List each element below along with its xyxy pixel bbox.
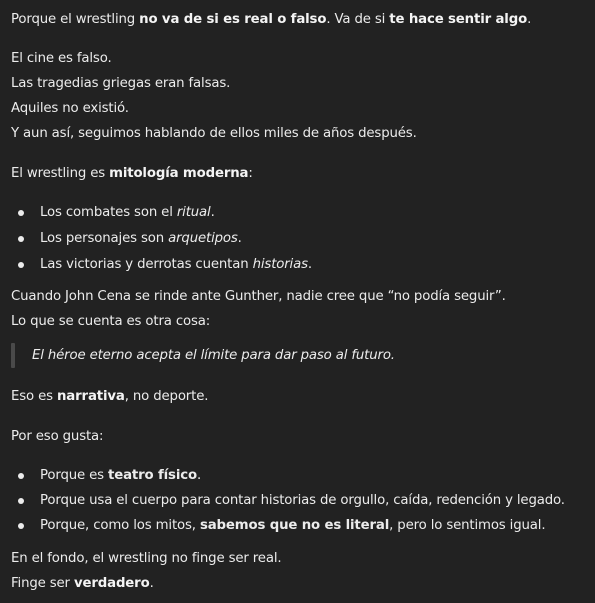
narrative-text: Eso es xyxy=(11,389,57,404)
list-item-text: Los combates son el xyxy=(40,205,177,220)
ending-bold: verdadero xyxy=(73,576,150,591)
paragraph-line: Cuando John Cena se rinde ante Gunther, nadie cree que “no podía seguir”. xyxy=(11,289,506,304)
ending-line-2 xyxy=(11,571,154,596)
intro-text: Porque el wrestling xyxy=(11,12,140,27)
list-item-end: . xyxy=(196,468,202,483)
list-item xyxy=(40,226,242,251)
ending-text: Finge ser xyxy=(11,576,74,591)
narrative-line xyxy=(11,384,208,409)
intro-text-3: . xyxy=(527,12,532,27)
bullet-dot xyxy=(18,210,24,216)
narrative-text-2: , no deporte. xyxy=(124,389,209,404)
paragraph-line: Y aun así, seguimos hablando de ellos miles de años después. xyxy=(11,126,417,141)
why-line: Por eso gusta: xyxy=(11,429,104,444)
list-item-emphasis: ritual xyxy=(176,205,211,220)
blockquote: El héroe eterno acepta el límite para dar paso al futuro. xyxy=(32,348,395,363)
ending-line-1: En el fondo, el wrestling no finge ser real. xyxy=(11,551,282,566)
list-item xyxy=(40,252,312,277)
paragraph-line: El cine es falso. xyxy=(11,51,112,66)
blockquote-bar xyxy=(11,343,15,368)
list-item-text: Porque usa el cuerpo para contar historias de orgullo, caída, redención y legado. xyxy=(40,493,565,508)
bullet-dot xyxy=(18,236,24,242)
bullet-dot xyxy=(18,473,24,479)
list-item-end: . xyxy=(210,205,215,220)
ending-period: . xyxy=(149,576,154,591)
intro-text-2: . Va de si xyxy=(326,12,390,27)
mythology-colon: : xyxy=(248,166,253,181)
list-item-text: Las victorias y derrotas cuentan xyxy=(40,257,253,272)
mythology-line xyxy=(11,161,253,186)
list-item-end: , pero lo sentimos igual. xyxy=(389,518,546,533)
list-item-emphasis: historias xyxy=(252,257,308,272)
list-item-text: Los personajes son xyxy=(40,231,169,246)
list-item xyxy=(40,488,565,513)
bullet-dot xyxy=(18,523,24,529)
list-item xyxy=(40,200,215,225)
list-item-emphasis: arquetipos xyxy=(168,231,238,246)
narrative-bold: narrativa xyxy=(56,389,125,404)
list-item-text: Porque es xyxy=(40,468,109,483)
list-item-end: . xyxy=(237,231,242,246)
intro-paragraph xyxy=(11,7,531,32)
mythology-bold: mitología moderna xyxy=(109,166,249,181)
list-item-end: . xyxy=(307,257,312,272)
list-item-bold: teatro físico xyxy=(108,468,197,483)
paragraph-line: Las tragedias griegas eran falsas. xyxy=(11,76,231,91)
list-item xyxy=(40,463,201,488)
bullet-dot xyxy=(18,498,24,504)
intro-bold-1: no va de si es real o falso xyxy=(139,12,327,27)
list-item-text: Porque, como los mitos, xyxy=(40,518,200,533)
list-item-bold: sabemos que no es literal xyxy=(199,518,390,533)
paragraph-line: Lo que se cuenta es otra cosa: xyxy=(11,314,211,329)
list-item xyxy=(40,513,545,538)
intro-bold-2: te hace sentir algo xyxy=(389,12,528,27)
bullet-dot xyxy=(18,262,24,268)
paragraph-line: Aquiles no existió. xyxy=(11,101,129,116)
mythology-text: El wrestling es xyxy=(11,166,110,181)
